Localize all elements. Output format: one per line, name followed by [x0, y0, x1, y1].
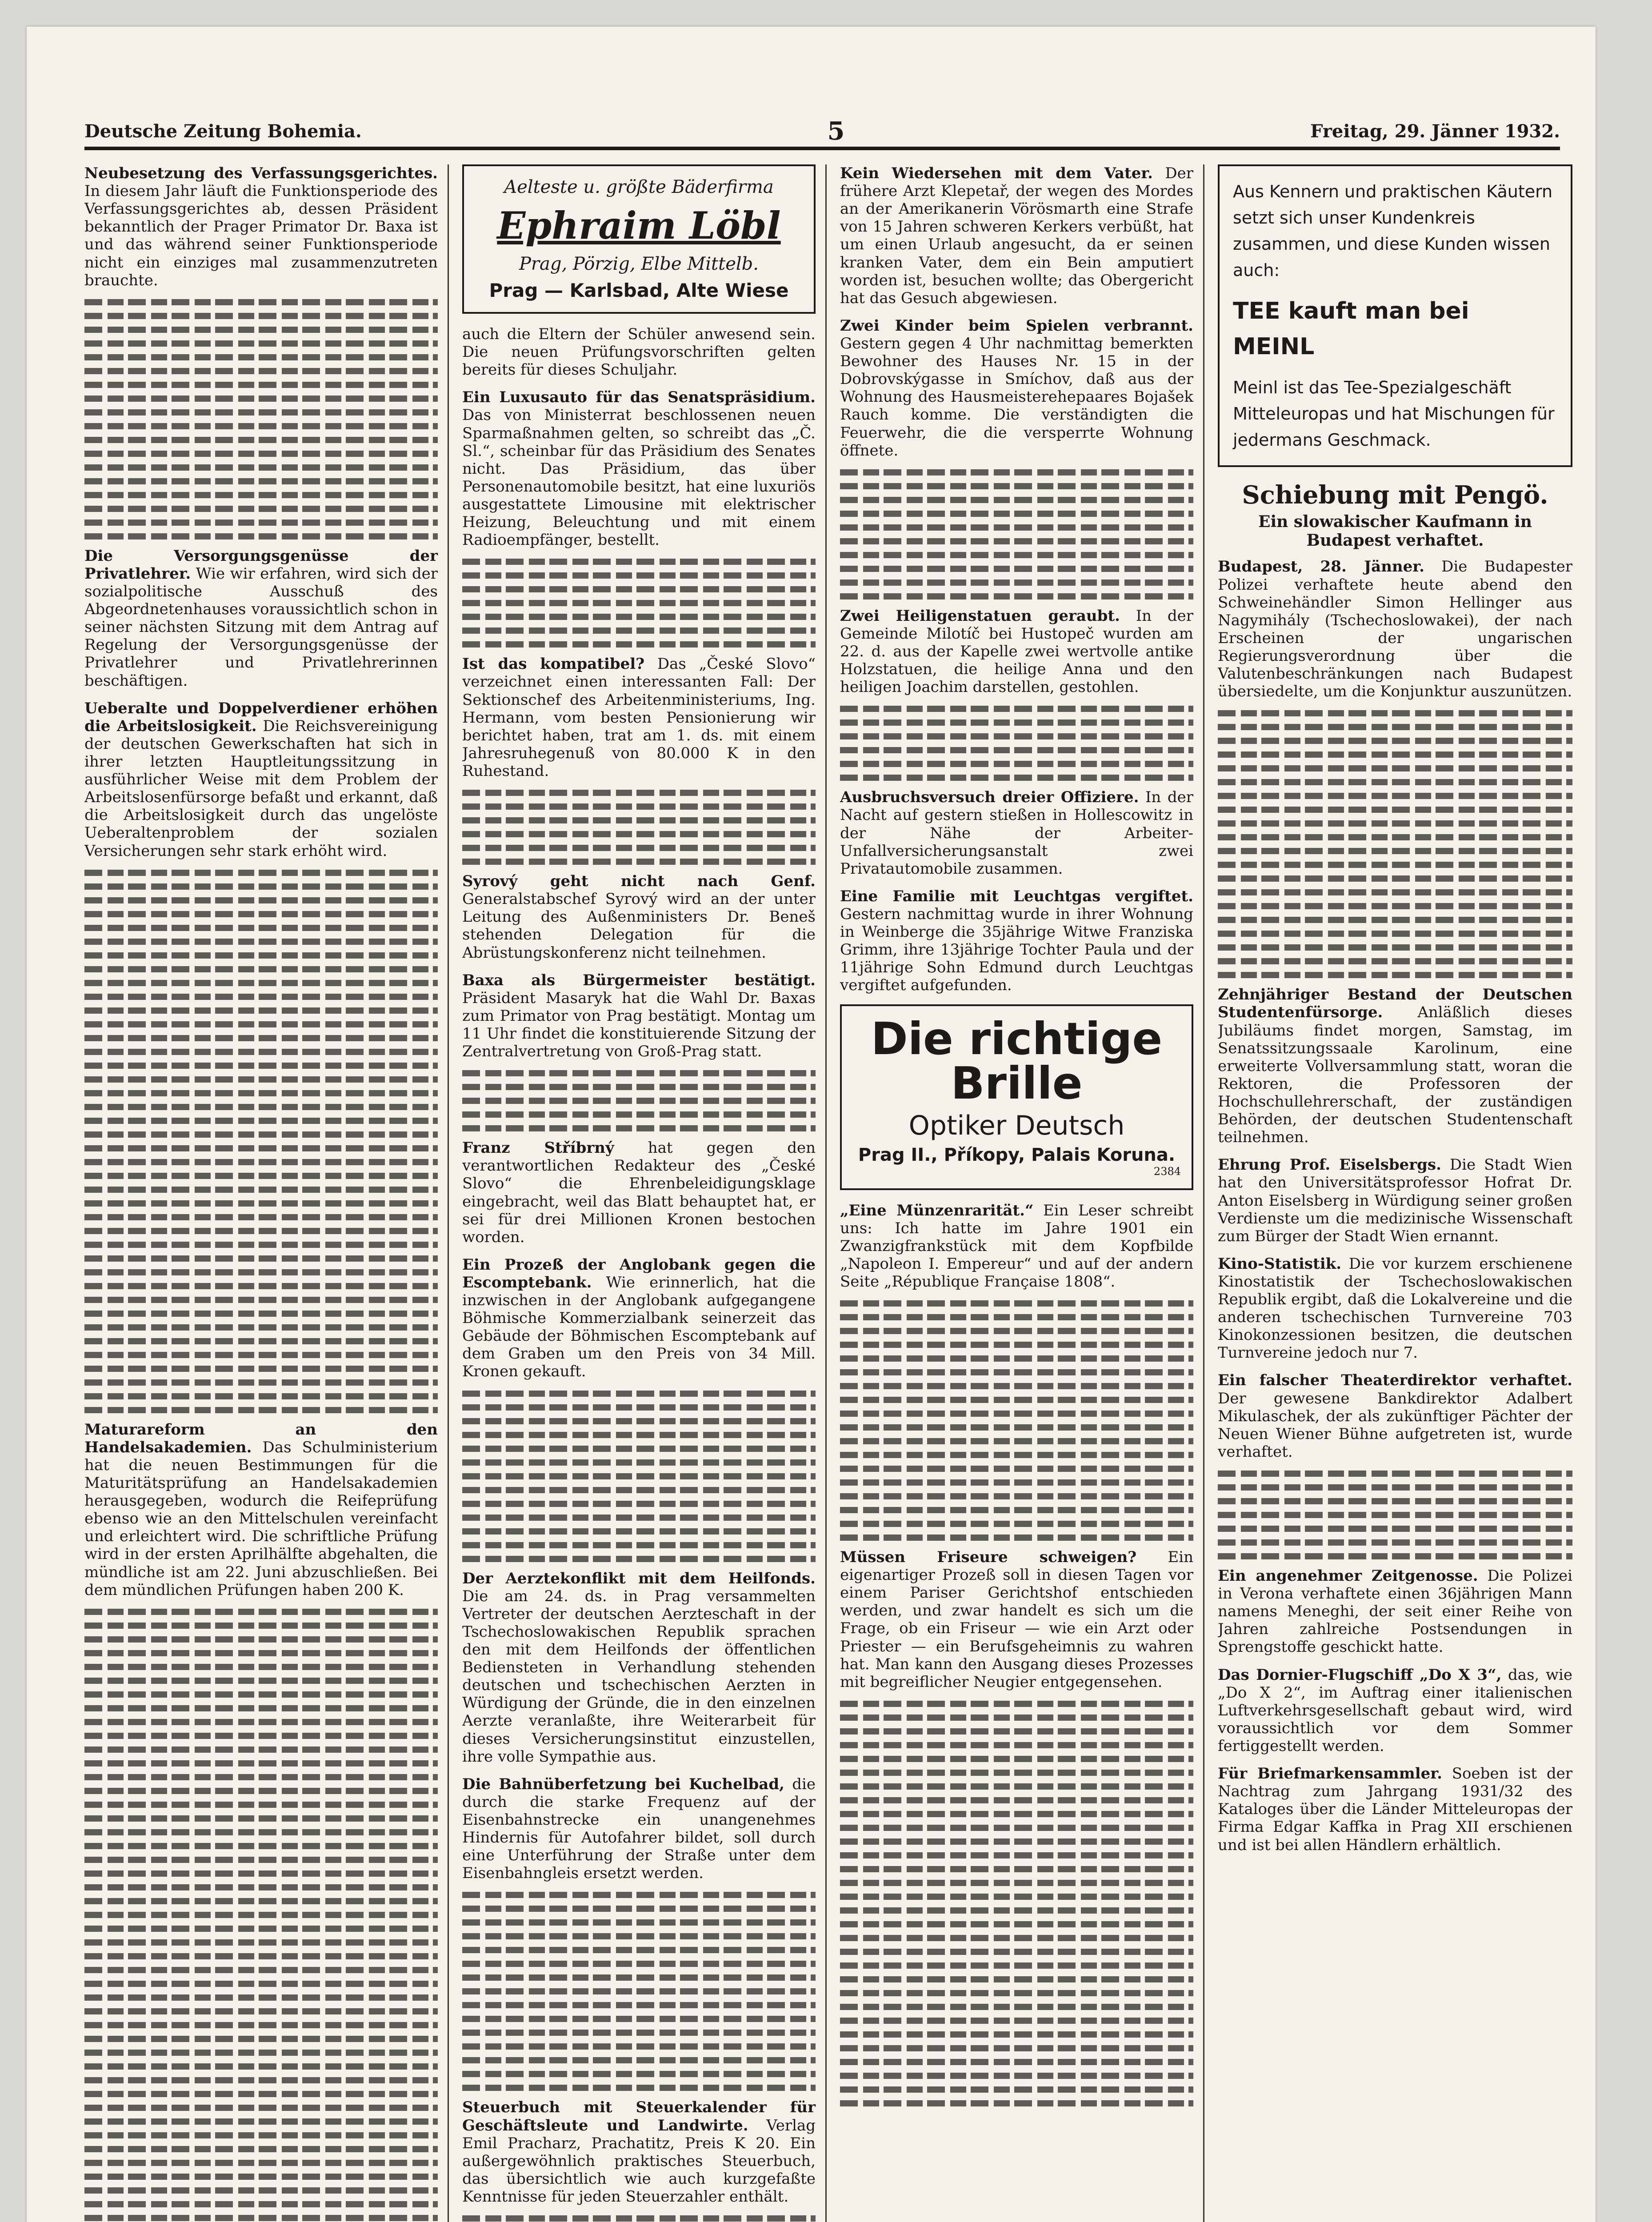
article — [1218, 1567, 1572, 1656]
article-text: Das „České Slovo“ verzeichnet einen interessanten Fall: Der Sektionschef des Arbeitenministeriums, Ing. Hermann, vom besten Pensionierung wir berichtet haben, trat am 1. ds. mit einem Jahresruhegenuß von 80.000 K in den Ruhestand. — [462, 655, 816, 780]
ad-text: Meinl ist das Tee-Spezialgeschäft Mitteleuropas und hat Mischungen für jedermans Geschmack. — [1233, 377, 1555, 450]
text-lines — [462, 559, 816, 647]
article-text: Die am 24. ds. in Prag versammelten Vertreter der deutschen Aerzteschaft in der Tschechoslowakischen Republik sprachen den mit dem Heilfonds der öffentlichen Bediensteten in Verhandlung stehenden deutschen und tschechischen Aerzten in Würdigung der Gründe, die in den einzelnen Aerzte veranlaßte, ihre Weiterarbeit für dieses Versicherungsinstitut einzustellen, ihre volle Sympathie aus. — [462, 1587, 816, 1766]
article-heading: Budapest, 28. Jänner. — [1218, 558, 1424, 576]
advertisement-meinl — [1218, 164, 1572, 467]
columns — [84, 164, 1573, 2222]
section-headline: Schiebung mit Pengö. — [1242, 480, 1548, 510]
article — [462, 971, 816, 1061]
article-heading: Syrový geht nicht nach Genf. — [462, 872, 816, 891]
article-heading: Zwei Kinder beim Spielen verbrannt. — [840, 316, 1193, 335]
masthead — [84, 116, 1560, 150]
article-heading: Ueberalte und Doppelverdiener erhöhen die Arbeitslosigkeit. — [84, 699, 438, 735]
ad-slogan: TEE kauft man bei MEINL — [1233, 297, 1469, 360]
article-text: Soeben ist der Nachtrag zum Jahrgang 1931/32 des Kataloges über die Länder Mitteleuropas der Firma Edgar Kaffka in Prag XII erschienen und ist bei allen Händlern erhältlich. — [1218, 1765, 1572, 1854]
article — [462, 2098, 816, 2206]
issue-date: Freitag, 29. Jänner 1932. — [1310, 120, 1560, 142]
article-heading: Maturareform an den Handelsakademien. — [84, 1420, 438, 1456]
article — [840, 164, 1193, 307]
column-1 — [84, 164, 449, 2222]
text-lines — [462, 790, 816, 865]
article-text: Die vor kurzem erschienene Kinostatistik der Tschechoslowakischen Republik ergibt, daß die Lokalvereine und die anderen tschechischen Turnvereine 703 Kinokonzessionen besitzen, die deutschen Turnvereine jedoch nur 7. — [1218, 1255, 1572, 1362]
article-heading: Zwei Heiligenstatuen geraubt. — [840, 607, 1120, 625]
text-lines — [1218, 1471, 1572, 1559]
article — [462, 1570, 816, 1766]
text-lines — [84, 299, 438, 540]
column-2 — [462, 164, 827, 2222]
article-text: Die Budapester Polizei verhaftete heute abend den Schweinehändler Simon Hellinger aus Nagymihály (Tschechoslowakei), der nach Erscheinen der ungarischen Regierungsverordnung über die Valutenbeschränkungen nach Budapest übersiedelte, um die Konjunktur auszunützen. — [1218, 558, 1572, 701]
article-heading: Ehrung Prof. Eiselsbergs. — [1218, 1156, 1441, 1174]
article-heading: Zehnjähriger Bestand der Deutschen Studentenfürsorge. — [1218, 986, 1572, 1022]
article-heading: Steuerbuch mit Steuerkalender für Geschäftsleute und Landwirte. — [462, 2098, 816, 2134]
page-number: 5 — [827, 116, 845, 146]
article-heading: Neubesetzung des Verfassungsgerichtes. — [84, 164, 438, 182]
article — [840, 317, 1193, 460]
article-text: Die Reichsvereinigung der deutschen Gewerkschaften hat sich in ihrer letzten Hauptleitungssitzung in ausführlicher Weise mit dem Problem der Arbeitslosenfürsorge befaßt und erkannt, daß die Arbeitslosigkeit durch das ungelöste Ueberaltenproblem der sozialen Versicherungen sehr stark erhöht wird. — [84, 717, 438, 860]
article-text: das, wie „Do X 2“, im Auftrag einer italienischen Luftverkehrsgesellschaft gebaut wird, wird voraussichtlich vor dem Sommer fertiggestellt werden. — [1218, 1666, 1572, 1755]
text-lines — [84, 870, 438, 1413]
article-heading: Ein angenehmer Zeitgenosse. — [1218, 1567, 1478, 1585]
article-text: Wie erinnerlich, hat die inzwischen in der Anglobank aufgegangene Böhmische Kommerzialbank seinerzeit das Gebäude der Böhmischen Escomptebank auf dem Graben um den Preis von 34 Mill. Kronen gekauft. — [462, 1273, 816, 1381]
article — [840, 1548, 1193, 1691]
article — [840, 788, 1193, 878]
article — [462, 1256, 816, 1381]
article-heading: Müssen Friseure schweigen? — [840, 1548, 1137, 1567]
article-text: Das von Ministerrat beschlossenen neuen Sparmaßnahmen gelten, so schreibt das „Č. Sl.“, scheinbar für das Präsidium des Senates nicht. Das Präsidium, das über Personenautomobile besitzt, hat eine luxuriös ausgestattete Limousine mit elektrischer Heizung, Beleuchtung und mit einem Radioempfänger, bestellt. — [462, 406, 816, 549]
article — [462, 872, 816, 962]
article — [840, 607, 1193, 696]
article-heading: Eine Familie mit Leuchtgas vergiftet. — [840, 887, 1193, 905]
article — [462, 388, 816, 549]
ad-text: Aus Kennern und praktischen Käutern setzt sich unser Kundenkreis zusammen, und diese Kunden wissen auch: — [1233, 182, 1553, 280]
ad-locations: Prag, Pörzig, Elbe Mittelb. — [519, 254, 759, 274]
article-text: In diesem Jahr läuft die Funktionsperiode des Verfassungsgerichtes ab, dessen Präsident bekanntlich der Prager Primator Dr. Baxa ist und das während seiner Funktionsperiode nicht ein einziges mal zusammenzutreten brauchte. — [84, 182, 438, 289]
article-text: Der gewesene Bankdirektor Adalbert Mikulaschek, der als zukünftiger Pächter der Neuen Wiener Bühne aufgetreten ist, wurde verhaftet. — [1218, 1389, 1572, 1461]
text-lines — [462, 1070, 816, 1131]
text-lines — [462, 2215, 816, 2222]
article-heading: Kein Wiedersehen mit dem Vater. — [840, 164, 1153, 182]
ad-address: Prag — Karlsbad, Alte Wiese — [489, 280, 789, 301]
article-heading: Die Versorgungsgenüsse der Privatlehrer. — [84, 547, 438, 583]
article-text: Wie wir erfahren, wird sich der sozialpolitische Ausschuß des Abgeordnetenhauses voraussichtlich schon in seiner nächsten Sitzung mit dem Antrag auf Regelung der Versorgungsgenüsse der Privatlehrer und Privatlehrerinnen beschäftigen. — [84, 564, 438, 690]
article — [462, 325, 816, 379]
article-heading: Franz Stříbrný — [462, 1139, 614, 1157]
article-text: Anläßlich dieses Jubiläums findet morgen, Samstag, im Senatssitzungssaale Karolinum, eine erweiterte Vollversammlung statt, woran die Rektoren, die Professoren der Hochschullehrerschaft, der zuständigen Behörden, der deutschen Studentenschaft teilnehmen. — [1218, 1003, 1572, 1147]
ad-tagline: Aelteste u. größte Bäderfirma — [504, 177, 774, 197]
text-lines — [84, 1609, 438, 2222]
ad-company-name: Optiker Deutsch — [908, 1110, 1125, 1141]
article-heading: Baxa als Bürgermeister bestätigt. — [462, 971, 816, 989]
article — [1218, 1371, 1572, 1461]
advertisement-loebl — [462, 164, 816, 314]
text-lines — [840, 469, 1193, 599]
article-text: Die Stadt Wien hat den Universitätsprofessor Hofrat Dr. Anton Eiselsberg in Würdigung seiner großen Verdienste um die medizinische Wissenschaft zum Bürger der Stadt Wien ernannt. — [1218, 1156, 1573, 1245]
article-text: Das Schulministerium hat die neuen Bestimmungen für die Maturitätsprüfung an Handelsakademien herausgegeben, wodurch die Reifeprüfung ebenso wie an den Mittelschulen vereinfacht und erleichtert wird. Die schriftliche Prüfung wird in der ersten Aprilhälfte abgehalten, die mündliche ist am 22. Juni abzuschließen. Bei dem mündlichen Prüfungen haben 200 K. — [84, 1438, 438, 1599]
text-lines — [840, 1300, 1193, 1541]
article-text: Verlag Emil Pracharz, Prachatitz, Preis K 20. Ein außergewöhnlich praktisches Steuerbuch, das übersichtlich wie auch kurzgefaßte Kenntnisse für jeden Steuerzahler enthält. — [462, 2116, 816, 2206]
article-text: Ein eigenartiger Prozeß soll in diesen Tagen vor einem Pariser Gerichtshof entschieden werden, und zwar handelt es sich um die Frage, ob ein Friseur — wie ein Arzt oder Priester — ein Berufsgeheimnis zu wahren hat. Man kann den Ausgang dieses Prozesses mit begreiflicher Neugier entgegensehen. — [840, 1548, 1194, 1691]
article-text: Generalstabschef Syrový wird an der unter Leitung des Außenministers Dr. Beneš stehenden Delegation für die Abrüstungskonferenz nicht teilnehmen. — [462, 890, 816, 962]
article — [840, 887, 1193, 995]
article-heading: Die Bahnüberfetzung bei Kuchelbad, — [462, 1775, 784, 1793]
section-subheadline: Ein slowakischer Kaufmann in Budapest verhaftet. — [1258, 512, 1532, 550]
article — [462, 655, 816, 780]
column-4 — [1218, 164, 1582, 2222]
advertisement-optiker — [840, 1004, 1193, 1190]
article-heading: Das Dornier-Flugschiff „Do X 3“, — [1218, 1666, 1502, 1684]
text-lines — [462, 1391, 816, 1562]
article-text: auch die Eltern der Schüler anwesend sein. Die neuen Prüfungsvorschriften gelten bereits für dieses Schuljahr. — [462, 325, 816, 379]
article-heading: Ein falscher Theaterdirektor verhaftet. — [1218, 1371, 1572, 1390]
ad-reference: 2384 — [1153, 1165, 1181, 1178]
article-heading: Der Aerztekonflikt mit dem Heilfonds. — [462, 1569, 816, 1587]
ad-headline: Die richtige Brille — [871, 1012, 1163, 1109]
article-text: Gestern nachmittag wurde in ihrer Wohnung in Weinberge die 35jährige Witwe Franziska Grimm, ihre 13jährige Tochter Paula und der 11jährige Sohn Edmund durch Leuchtgas vergiftet aufgefunden. — [840, 905, 1193, 995]
text-lines — [462, 1892, 816, 2091]
article-text: hat gegen den verantwortlichen Redakteur des „České Slovo“ die Ehrenbeleidigungsklage eingebracht, weil das Blatt behauptet hat, er sei für drei Millionen Kronen bestochen worden. — [462, 1139, 816, 1246]
article-text: Der frühere Arzt Klepetař, der wegen des Mordes an der Amerikanerin Vörösmarth eine Strafe von 15 Jahren schweren Kerkers verbüßt, hat um einen Urlaub angesucht, da er seinen kranken Vater, dem ein Bein amputiert worden ist, besuchen wollte; das Obergericht hat das Gesuch abgewiesen. — [840, 164, 1193, 307]
text-lines — [840, 706, 1193, 781]
ad-address: Prag II., Příkopy, Palais Koruna. — [858, 1144, 1176, 1165]
text-lines — [840, 1701, 1193, 2106]
article-text: In der Gemeinde Milotíč bei Hustopeč wurden am 22. d. aus der Kapelle zwei wertvolle antike Holzstatuen, die heilige Anna und den heiligen Joachim darstellen, gestohlen. — [840, 607, 1193, 696]
article — [1218, 1255, 1572, 1362]
article-heading: Ein Prozeß der Anglobank gegen die Escomptebank. — [462, 1255, 816, 1291]
article-heading: Für Briefmarkensammler. — [1218, 1765, 1442, 1783]
article-heading: Kino-Statistik. — [1218, 1255, 1342, 1273]
article-text: Gestern gegen 4 Uhr nachmittag bemerkten Bewohner des Hauses Nr. 15 in der Dobrovskýgasse in Smíchov, daß aus der Wohnung des Hausmeisterehepaares Bojašek Rauch komme. Die verständigten die Feuerwehr, die die versperrte Wohnung öffnete. — [840, 334, 1193, 460]
article — [84, 164, 438, 289]
article-heading: Ist das kompatibel? — [462, 655, 645, 673]
newspaper-title: Deutsche Zeitung Bohemia. — [84, 120, 362, 142]
article — [84, 699, 438, 860]
article-heading: Ausbruchsversuch dreier Offiziere. — [840, 788, 1139, 807]
article-heading: Ein Luxusauto für das Senatspräsidium. — [462, 388, 816, 407]
article-text: In der Nacht auf gestern stießen in Hollescowitz in der Nähe der Arbeiter-Unfallversicherungsanstalt zwei Privatautomobile zusammen. — [840, 788, 1194, 878]
article — [1218, 1765, 1572, 1854]
article-text: Die Polizei in Verona verhaftete einen 36jährigen Mann namens Meneghi, der seit einer Reihe von Jahren zahlreiche Postsendungen in Sprengstoffe geschickt hatte. — [1218, 1567, 1572, 1656]
article — [84, 547, 438, 690]
article — [840, 1202, 1193, 1291]
text-lines — [1218, 710, 1572, 978]
ad-company-name: Ephraim Löbl — [497, 204, 781, 248]
article-text: Präsident Masaryk hat die Wahl Dr. Baxas zum Primator von Prag bestätigt. Montag um 11 Uhr findet die konstituierende Sitzung der Zentralvertretung von Groß-Prag statt. — [462, 989, 816, 1061]
article-text: die durch die starke Frequenz auf der Eisenbahnstrecke ein unangenehmes Hindernis für Autofahrer bildet, soll durch eine Unterführung der Straße unter dem Eisenbahngleis ersetzt werden. — [462, 1775, 816, 1882]
article-heading: „Eine Münzenrarität.“ — [840, 1201, 1034, 1219]
column-3 — [840, 164, 1204, 2222]
article — [84, 1421, 438, 1599]
article-text: Ein Leser schreibt uns: Ich hatte im Jahre 1901 ein Zwanzigfrankstück mit dem Kopfbilde „Napoleon I. Empereur“ und auf der andern Seite „République Française 1808“. — [840, 1201, 1194, 1291]
newspaper-page — [27, 27, 1596, 2222]
article — [1218, 1666, 1572, 1755]
article — [1218, 558, 1572, 700]
article — [1218, 1156, 1572, 1245]
article — [462, 1775, 816, 1882]
article — [462, 1139, 816, 1246]
article — [1218, 986, 1572, 1146]
